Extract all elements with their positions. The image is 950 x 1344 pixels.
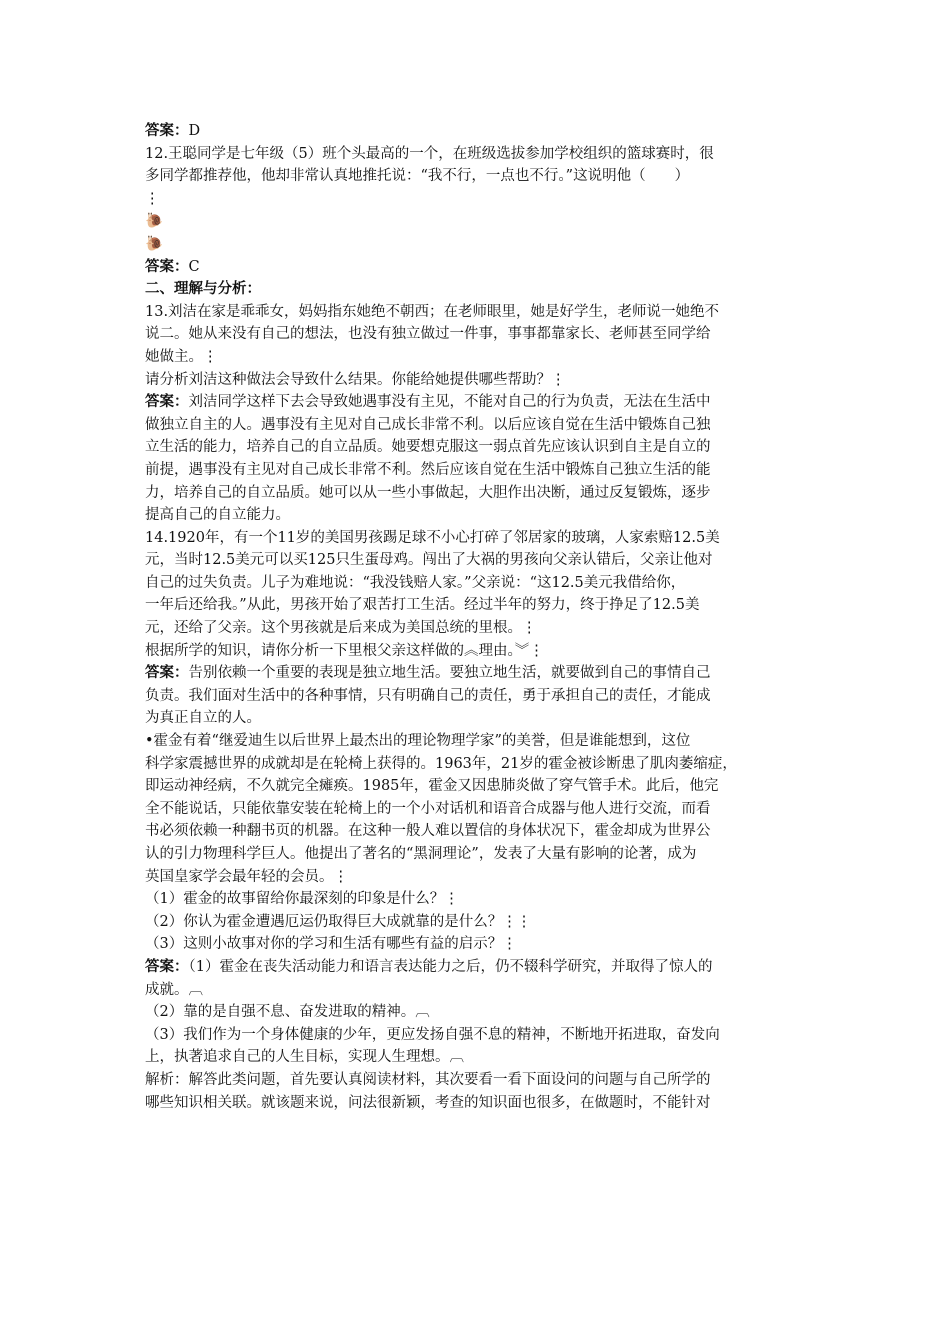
line-text: 🐌 (145, 213, 164, 230)
answer-label: 答案： (145, 393, 189, 411)
line-text: C (188, 258, 200, 275)
line-text: 告别依赖一个重要的表现是独立地生活。要独立地生活，就要做到自己的事情自己 (188, 665, 711, 682)
text-line (145, 188, 810, 211)
text-line (145, 866, 810, 889)
text-line (145, 979, 810, 1002)
line-text: 14.1920年，有一个11岁的美国男孩踢足球不小心打碎了邻居家的玻璃，人家索赔12.5美 (145, 529, 720, 546)
line-text: 多同学都推荐他，他却非常认真地推托说：“我不行，一点也不行。”这说明他（ ） (145, 168, 690, 185)
text-line (145, 707, 810, 730)
line-text: 说二。她从来没有自己的想法，也没有独立做过一件事，事事都靠家长、老师甚至同学给 (145, 326, 711, 343)
text-line (145, 1092, 810, 1115)
line-text: 元，当时12.5美元可以买125只生蛋母鸡。闯出了大祸的男孩向父亲认错后，父亲让他对 (145, 552, 713, 569)
text-line (145, 301, 810, 324)
text-line (145, 1046, 810, 1069)
line-text: 前提，遇事没有主见对自己成长非常不利。然后应该自觉在生活中锻炼自己独立生活的能 (145, 461, 711, 478)
text-line (145, 482, 810, 505)
line-text: D (188, 123, 201, 139)
line-text: 元，还给了父亲。这个男孩就是后来成为美国总统的里根。⋮ (145, 620, 537, 637)
line-text: 她做主。⋮ (145, 348, 218, 365)
text-line (145, 911, 810, 934)
line-text: 负责。我们面对生活中的各种事情，只有明确自己的责任，勇于承担自己的责任，才能成 (145, 687, 711, 704)
text-line (145, 256, 810, 279)
text-line (145, 414, 810, 437)
text-line (145, 233, 810, 256)
line-text: 认的引力物理科学巨人。他提出了著名的“黑洞理论”，发表了大量有影响的论著，成为 (145, 846, 697, 862)
line-text: 解析：解答此类问题，首先要认真阅读材料，其次要看一看下面设问的问题与自己所学的 (145, 1071, 711, 1088)
text-line (145, 346, 810, 369)
text-line (145, 369, 810, 392)
text-line (145, 888, 810, 911)
line-text: 力，培养自己的自立品质。她可以从一些小事做起，大胆作出决断，通过反复锻炼，逐步 (145, 484, 711, 501)
line-text: 做独立自主的人。遇事没有主见对自己成长非常不利。以后应该自觉在生活中锻炼自己独 (145, 416, 711, 433)
text-line (145, 798, 810, 821)
text-line (145, 685, 810, 708)
text-line (145, 527, 810, 550)
text-line (145, 1069, 810, 1092)
text-line (145, 391, 810, 414)
line-text: 🐌 (145, 235, 164, 252)
document-page (145, 120, 810, 1114)
line-text: 英国皇家学会最年轻的会员。⋮ (145, 868, 348, 885)
line-text: 即运动神经病，不久就完全瘫痪。1985年，霍金又因患肺炎做了穿气管手术。此后，他完 (145, 778, 719, 795)
text-line (145, 572, 810, 595)
text-line (145, 753, 810, 776)
line-text: 12.王聪同学是七年级（5）班个头最高的一个，在班级选拔参加学校组织的篮球赛时，很 (145, 145, 714, 162)
text-line (145, 775, 810, 798)
line-text: 刘洁同学这样下去会导致她遇事没有主见，不能对自己的行为负责，无法在生活中 (188, 394, 711, 411)
text-line (145, 504, 810, 527)
text-line (145, 278, 810, 301)
line-text: （1）霍金在丧失活动能力和语言表达能力之后，仍不辍科学研究，并取得了惊人的 (188, 958, 713, 975)
line-text: （3）这则小故事对你的学习和生活有哪些有益的启示？⋮ (145, 936, 517, 953)
text-line (145, 640, 810, 663)
line-text: 13.刘洁在家是乖乖女，妈妈指东她绝不朝西；在老师眼里，她是好学生，老师说一她绝不 (145, 303, 720, 320)
text-line (145, 820, 810, 843)
line-text: 全不能说话，只能依靠安装在轮椅上的一个小对话机和语音合成器与他人进行交流，而看 (145, 800, 711, 817)
line-text: •霍金有着“继爱迪生以后世界上最杰出的理论物理学家”的美誉，但是谁能想到，这位 (145, 733, 691, 750)
line-text: 成就。︹ (145, 981, 203, 998)
text-line (145, 143, 810, 166)
text-line (145, 1024, 810, 1047)
answer-label: 答案： (145, 957, 189, 975)
text-line (145, 120, 810, 143)
line-text: 一年后还给我。”从此，男孩开始了艰苦打工生活。经过半年的努力，终于挣足了12.5美 (145, 597, 700, 614)
text-line (145, 459, 810, 482)
line-text: ⋮ (145, 190, 160, 207)
answer-label: 答案： (145, 664, 189, 682)
line-text: 上，执著追求自己的人生目标，实现人生理想。︹ (145, 1049, 464, 1066)
text-line (145, 594, 810, 617)
line-text: 为真正自立的人。 (145, 710, 261, 727)
text-line (145, 1001, 810, 1024)
answer-label: 答案： (145, 122, 189, 139)
line-text: （1）霍金的故事留给你最深刻的印象是什么？⋮ (145, 891, 459, 908)
text-line (145, 210, 810, 233)
line-text: （3）我们作为一个身体健康的少年，更应发扬自强不息的精神，不断地开拓进取，奋发向 (145, 1026, 720, 1043)
text-line (145, 323, 810, 346)
answer-label: 二、理解与分析： (145, 280, 261, 298)
text-line (145, 436, 810, 459)
text-line (145, 617, 810, 640)
text-line (145, 843, 810, 866)
line-text: 科学家震撼世界的成就却是在轮椅上获得的。1963年，21岁的霍金被诊断患了肌肉萎缩症， (145, 755, 737, 772)
line-text: （2）你认为霍金遭遇厄运仍取得巨大成就靠的是什么？⋮⋮ (145, 913, 532, 930)
text-line (145, 956, 810, 979)
text-line (145, 933, 810, 956)
text-line (145, 165, 810, 188)
line-text: 自己的过失负责。儿子为难地说：“我没钱赔人家。”父亲说：“这12.5美元我借给你， (145, 574, 686, 591)
line-text: （2）靠的是自强不息、奋发进取的精神。︹ (145, 1004, 430, 1021)
line-text: 哪些知识相关联。就该题来说，问法很新颖，考查的知识面也很多，在做题时，不能针对 (145, 1094, 711, 1111)
text-line (145, 549, 810, 572)
text-line (145, 730, 810, 753)
line-text: 立生活的能力，培养自己的自立品质。她要想克服这一弱点首先应该认识到自主是自立的 (145, 439, 711, 456)
line-text: 书必须依赖一种翻书页的机器。在这种一般人难以置信的身体状况下，霍金却成为世界公 (145, 823, 711, 840)
line-text: 提高自己的自立能力。 (145, 507, 290, 524)
text-line (145, 662, 810, 685)
answer-label: 答案： (145, 257, 189, 275)
line-text: 根据所学的知识，请你分析一下里根父亲这样做的︽理由。︾⋮ (145, 642, 544, 659)
line-text: 请分析刘洁这种做法会导致什么结果。你能给她提供哪些帮助？⋮ (145, 371, 566, 388)
